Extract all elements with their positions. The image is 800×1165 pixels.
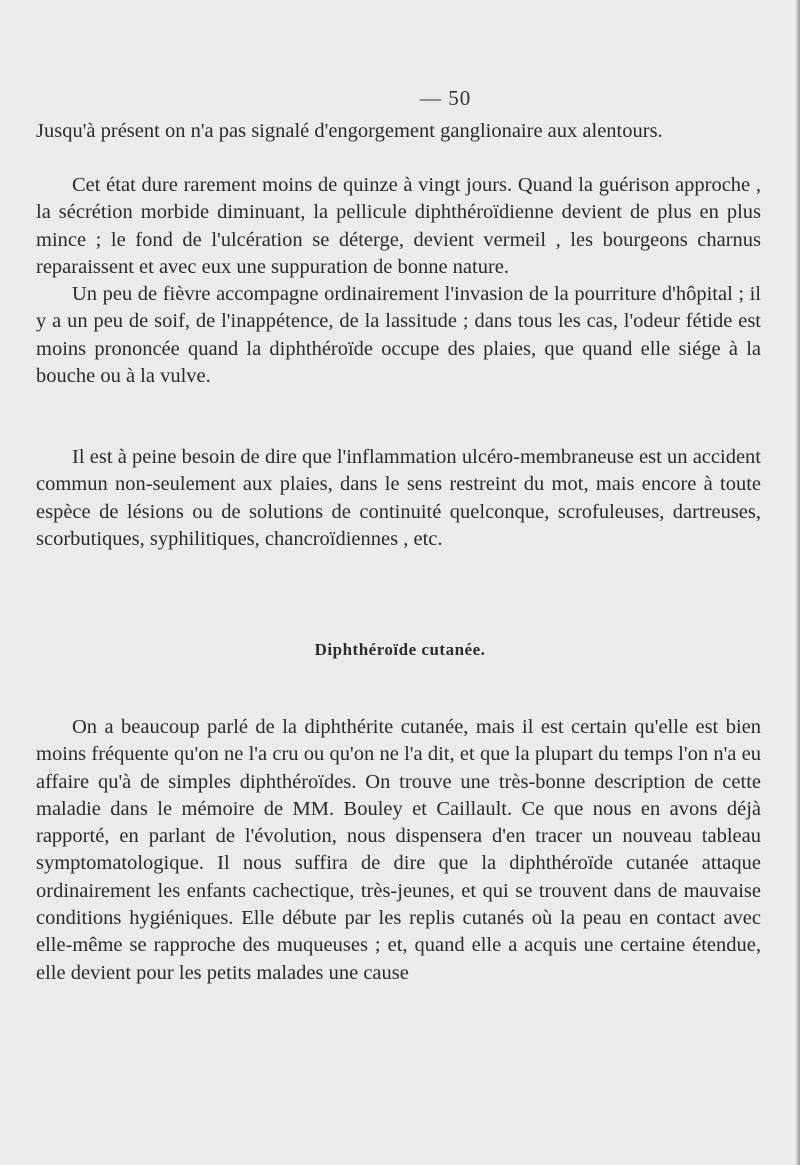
page-number: — 50 bbox=[420, 86, 472, 110]
paragraph-1: Jusqu'à présent on n'a pas signalé d'engorgement ganglionaire aux alentours. bbox=[36, 120, 663, 142]
paragraph-3: Un peu de fièvre accompagne ordinairement l'invasion de la pourriture d'hôpital ; il y a un peu de soif, de l'inappétence, de la lassitude ; dans tous les cas, l'odeur fétide est moins prononcée quand la diphthéroïde occupe des plaies, que quand elle siége à la bouche ou à la vulve. bbox=[36, 283, 761, 387]
page-edge-shadow bbox=[796, 0, 800, 1165]
paragraph-2: Cet état dure rarement moins de quinze à vingt jours. Quand la guérison approche , la sécrétion morbide diminuant, la pellicule diphthéroïdienne devient de plus en plus mince ; le fond de l'ulcération se déterge, devient vermeil , les bourgeons charnus reparaissent et avec eux une suppuration de bonne nature. bbox=[36, 174, 761, 278]
paragraph-4: Il est à peine besoin de dire que l'inflammation ulcéro-membraneuse est un accident commun non-seulement aux plaies, dans le sens restreint du mot, mais encore à toute espèce de lésions ou de solutions de continuité quelconque, scrofuleuses, dartreuses, scorbutiques, syphilitiques, chancroïdiennes , etc. bbox=[36, 446, 761, 550]
paragraph-5: On a beaucoup parlé de la diphthérite cutanée, mais il est certain qu'elle est bien moins fréquente qu'on ne l'a cru ou qu'on ne l'a dit, et que la plupart du temps l'on n'a eu affaire qu'à de simples diphthéroïdes. On trouve une très-bonne description de cette maladie dans le mémoire de MM. Bouley et Caillault. Ce que nous en avons déjà rapporté, en parlant de l'évolution, nous dispensera d'en tracer un nouveau tableau symptomatologique. Il nous suffira de dire que la diphthéroïde cutanée attaque ordinairement les enfants cachectique, très-jeunes, et qui se trouvent dans de mauvaise conditions hygiéniques. Elle débute par les replis cutanés où la peau en contact avec elle-même se rapproche des muqueuses ; et, quand elle a acquis une certaine étendue, elle devient pour les petits malades une cause bbox=[36, 716, 761, 984]
section-heading: Diphthéroïde cutanée. bbox=[314, 640, 486, 659]
